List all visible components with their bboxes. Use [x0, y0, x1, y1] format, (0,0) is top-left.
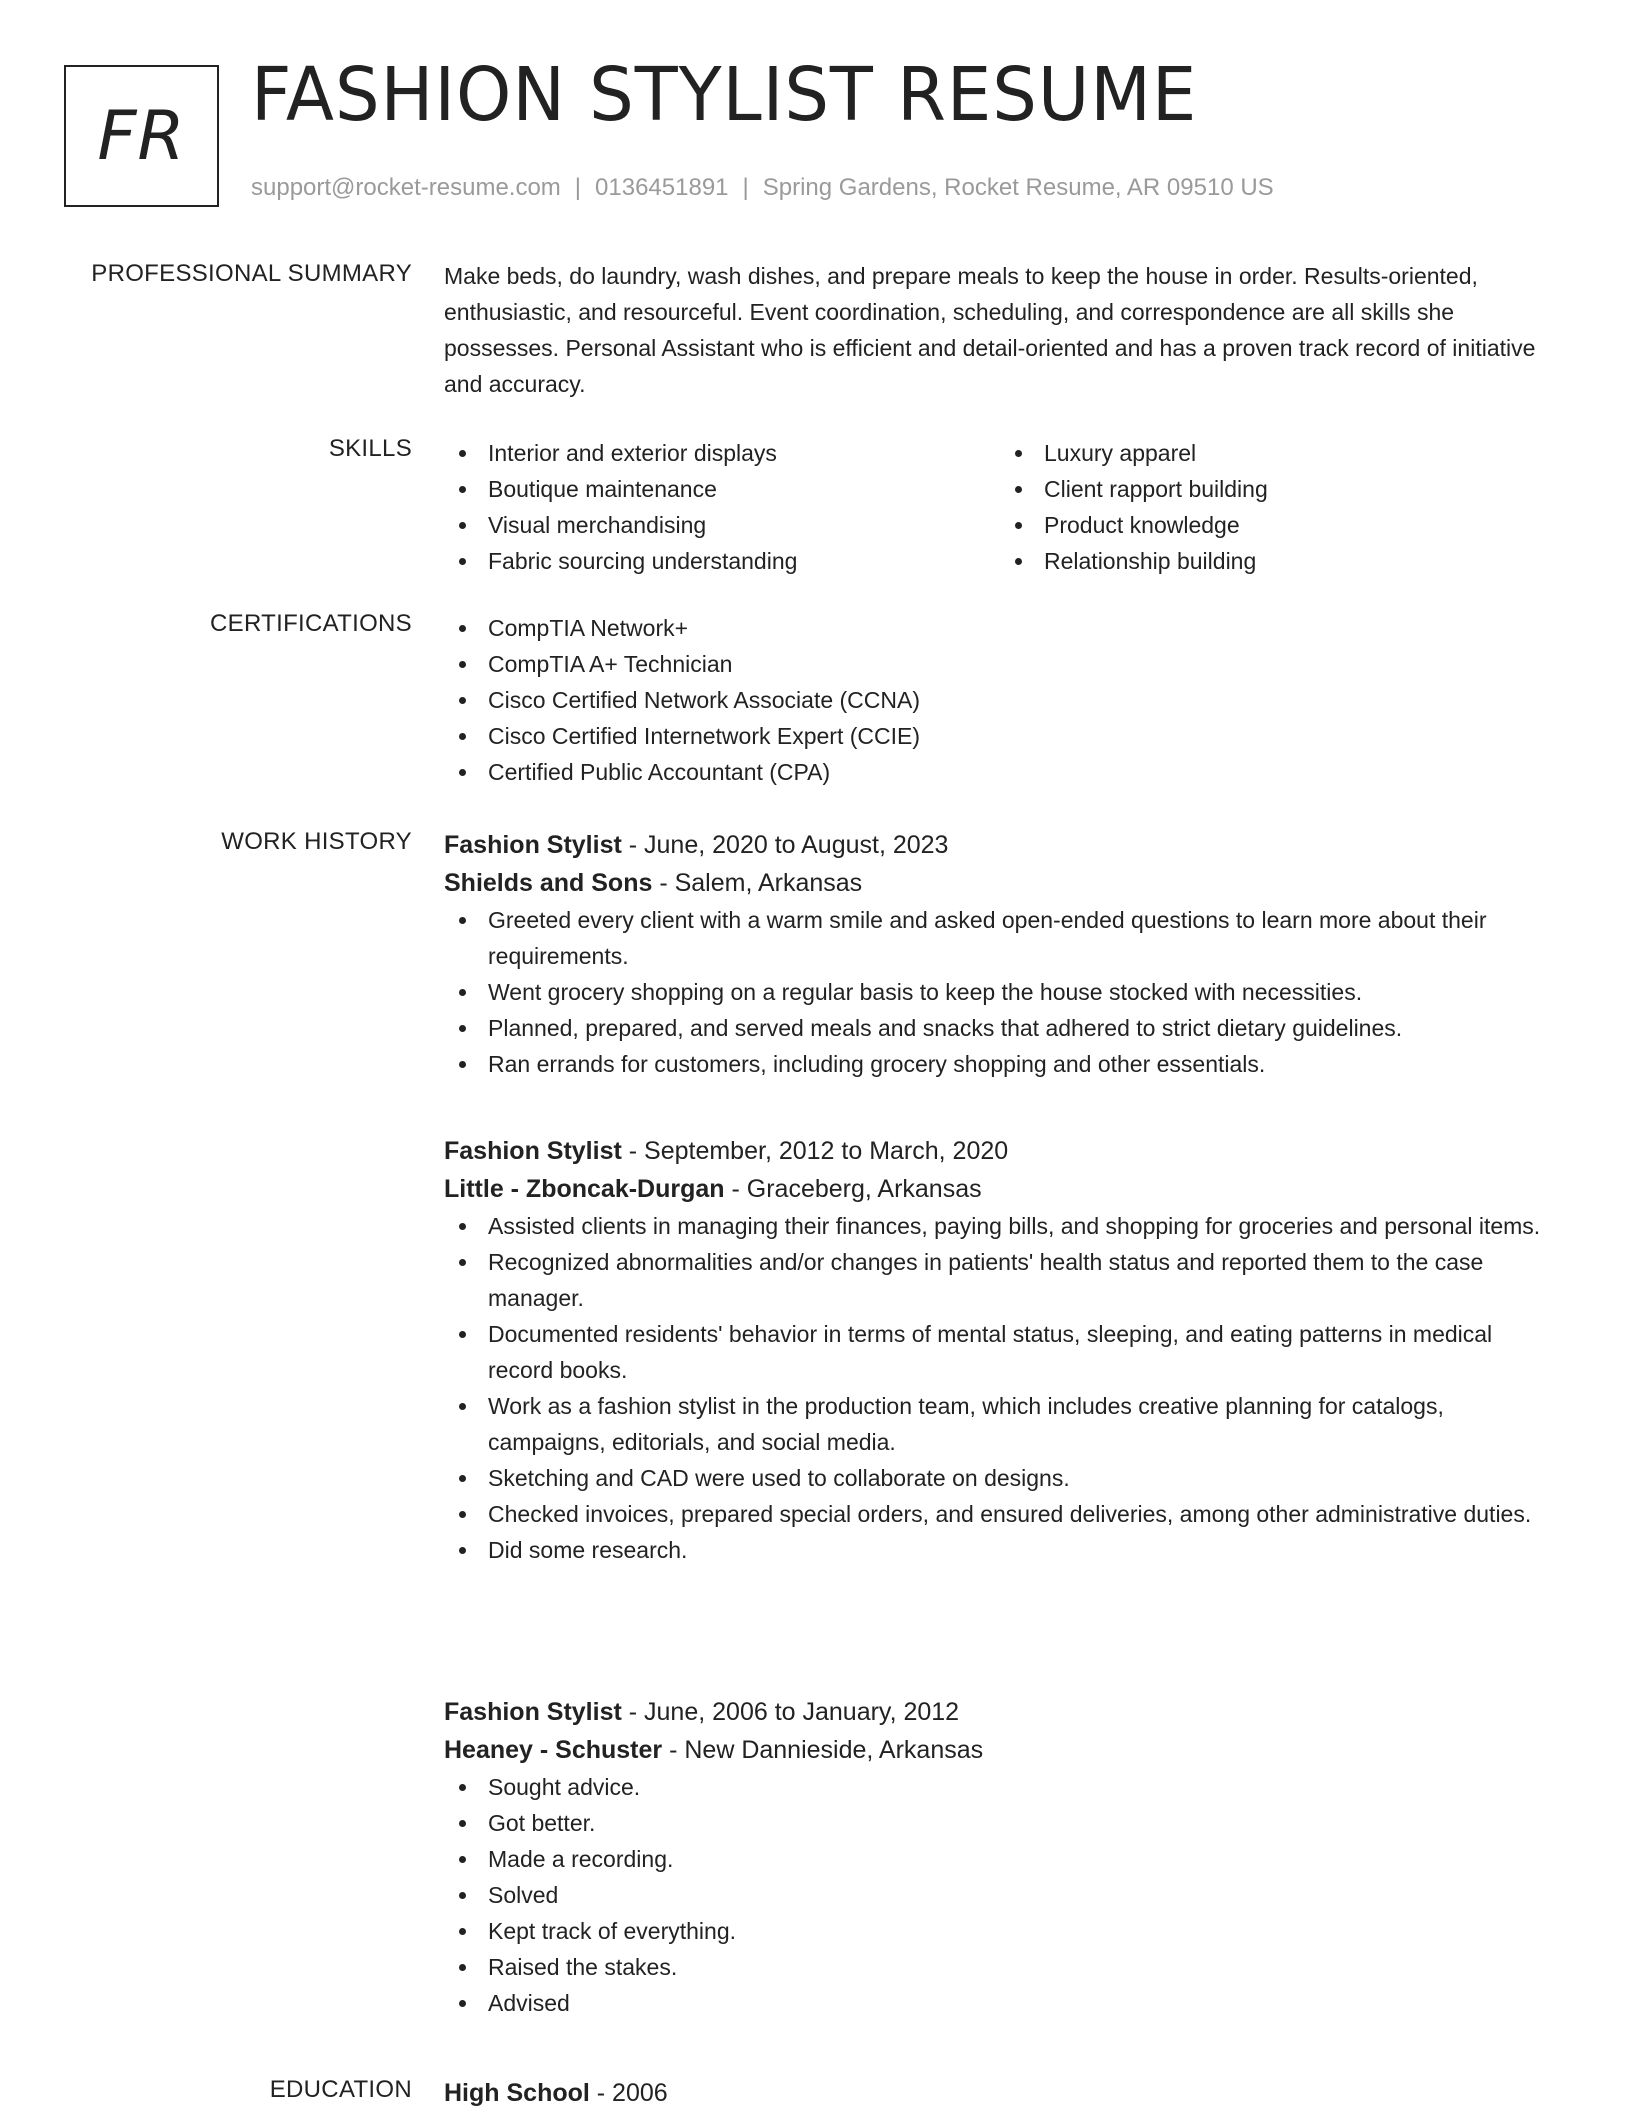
contact-phone: 0136451891: [595, 174, 729, 201]
job-bullet: Documented residents' behavior in terms of mental status, sleeping, and eating patterns in medical record books.: [488, 1316, 1556, 1388]
job-company: Heaney - Schuster: [444, 1736, 663, 1764]
job-bullet: Work as a fashion stylist in the production team, which includes creative planning for catalogs, campaigns, editorials, and social media.: [488, 1388, 1556, 1460]
section-label-work: WORK HISTORY: [221, 828, 412, 855]
skill-item: Luxury apparel: [1044, 435, 1556, 471]
job-bullet: Planned, prepared, and served meals and snacks that adhered to strict dietary guidelines.: [488, 1010, 1556, 1046]
job-company-line: [444, 864, 1556, 902]
job-entry: [444, 1693, 1556, 2021]
job-title: Fashion Stylist: [444, 1698, 622, 1726]
monogram-box: [64, 65, 219, 207]
job-title-line: [444, 1693, 1556, 1731]
job-location: - Salem, Arkansas: [652, 869, 863, 897]
resume-title: FASHION STYLIST RESUME: [251, 52, 1198, 138]
certification-item: Cisco Certified Network Associate (CCNA): [488, 682, 1556, 718]
certification-item: Certified Public Accountant (CPA): [488, 754, 1556, 790]
certification-item: CompTIA Network+: [488, 610, 1556, 646]
skill-item: Visual merchandising: [488, 507, 1000, 543]
job-dates: - June, 2020 to August, 2023: [621, 831, 949, 859]
certifications-content: [444, 610, 1556, 790]
job-bullet: Sought advice.: [488, 1769, 1556, 1805]
job-bullet: Greeted every client with a warm smile and asked open-ended questions to learn more about their requirements.: [488, 902, 1556, 974]
skill-item: Relationship building: [1044, 543, 1556, 579]
job-entry: [444, 1132, 1556, 1568]
job-bullet: Advised: [488, 1985, 1556, 2021]
job-company: Little - Zboncak-Durgan: [444, 1175, 725, 1203]
job-location: - New Dannieside, Arkansas: [662, 1736, 984, 1764]
job-bullet: Got better.: [488, 1805, 1556, 1841]
job-title: Fashion Stylist: [444, 1137, 622, 1165]
job-entry: [444, 826, 1556, 1082]
education-line: [444, 2074, 1556, 2112]
section-label-education: EDUCATION: [269, 2076, 412, 2103]
skill-item: Interior and exterior displays: [488, 435, 1000, 471]
monogram-initials: FR: [97, 96, 186, 176]
education-content: [444, 2074, 1556, 2112]
section-label-summary: PROFESSIONAL SUMMARY: [91, 260, 412, 287]
job-bullet: Made a recording.: [488, 1841, 1556, 1877]
section-label-certifications: CERTIFICATIONS: [210, 610, 412, 637]
job-company-line: [444, 1731, 1556, 1769]
job-bullets: [444, 902, 1556, 1082]
job-title-line: [444, 1132, 1556, 1170]
job-company-line: [444, 1170, 1556, 1208]
job-bullet: Assisted clients in managing their finances, paying bills, and shopping for groceries and personal items.: [488, 1208, 1556, 1244]
skills-list-right: [1000, 435, 1556, 579]
job-bullet: Went grocery shopping on a regular basis to keep the house stocked with necessities.: [488, 974, 1556, 1010]
job-dates: - June, 2006 to January, 2012: [621, 1698, 960, 1726]
skill-item: Product knowledge: [1044, 507, 1556, 543]
contact-line: [251, 174, 1274, 202]
job-bullet: Raised the stakes.: [488, 1949, 1556, 1985]
education-degree: High School: [444, 2079, 590, 2107]
job-bullets: [444, 1208, 1556, 1568]
certification-item: Cisco Certified Internetwork Expert (CCIE): [488, 718, 1556, 754]
summary-text: Make beds, do laundry, wash dishes, and prepare meals to keep the house in order. Results-oriented, enthusiastic, and resourceful. Event coordination, scheduling, and correspondence are all skills she possesses. Personal Assistant who is efficient and detail-oriented and has a proven track record of initiative and accuracy.: [444, 263, 1536, 397]
job-bullet: Checked invoices, prepared special orders, and ensured deliveries, among other administrative duties.: [488, 1496, 1556, 1532]
job-bullets: [444, 1769, 1556, 2021]
contact-separator: |: [742, 174, 749, 201]
job-title-line: [444, 826, 1556, 864]
skill-item: Fabric sourcing understanding: [488, 543, 1000, 579]
contact-address: Spring Gardens, Rocket Resume, AR 09510 US: [762, 174, 1274, 201]
job-dates: - September, 2012 to March, 2020: [621, 1137, 1009, 1165]
section-label-skills: SKILLS: [328, 435, 412, 462]
skills-columns: [444, 435, 1556, 579]
job-bullet: Ran errands for customers, including grocery shopping and other essentials.: [488, 1046, 1556, 1082]
job-bullet: Recognized abnormalities and/or changes in patients' health status and reported them to the case manager.: [488, 1244, 1556, 1316]
skills-list-left: [444, 435, 1000, 579]
job-bullet: Did some research.: [488, 1532, 1556, 1568]
job-bullet: Sketching and CAD were used to collaborate on designs.: [488, 1460, 1556, 1496]
job-bullet: Kept track of everything.: [488, 1913, 1556, 1949]
education-year: - 2006: [589, 2079, 668, 2107]
contact-separator: |: [574, 174, 582, 201]
job-location: - Graceberg, Arkansas: [724, 1175, 982, 1203]
certifications-list: [444, 610, 1556, 790]
job-bullet: Solved: [488, 1877, 1556, 1913]
job-company: Shields and Sons: [444, 869, 653, 897]
contact-email: support@rocket-resume.com: [251, 174, 561, 201]
skill-item: Client rapport building: [1044, 471, 1556, 507]
certification-item: CompTIA A+ Technician: [488, 646, 1556, 682]
skill-item: Boutique maintenance: [488, 471, 1000, 507]
job-title: Fashion Stylist: [444, 831, 622, 859]
